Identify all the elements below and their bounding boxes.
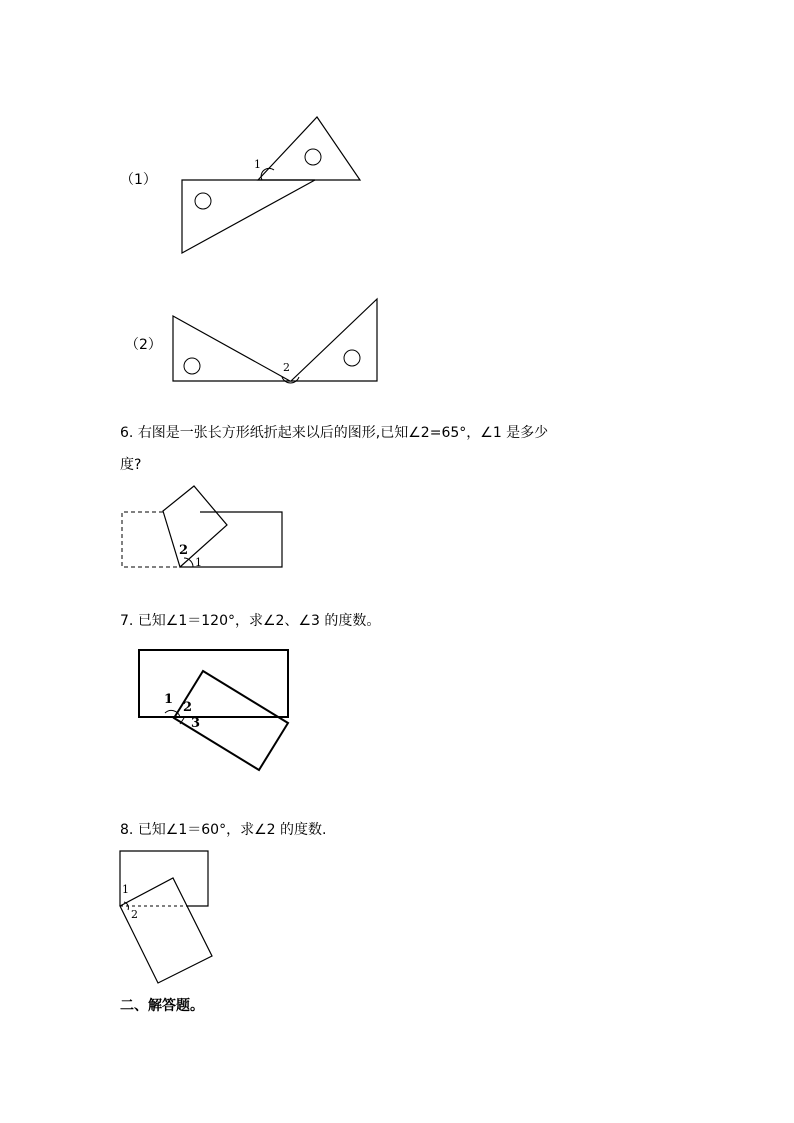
figure-2-angle-label: 2 bbox=[283, 361, 290, 374]
question-6-text: 右图是一张长方形纸折起来以后的图形,已知∠2=65°，∠1 是多少 bbox=[137, 425, 549, 441]
q8-angle-label-2: 2 bbox=[131, 908, 138, 921]
question-8-text: 已知∠1＝60°，求∠2 的度数. bbox=[137, 822, 327, 838]
question-6-number: 6. bbox=[120, 425, 134, 441]
figure-2-label: （2） bbox=[125, 337, 162, 353]
question-8-number: 8. bbox=[120, 822, 134, 838]
figure-1-label: （1） bbox=[120, 172, 157, 188]
q6-angle-label-2: 2 bbox=[179, 543, 189, 558]
figure-1-angle-label: 1 bbox=[254, 158, 261, 171]
q8-angle-label-1: 1 bbox=[122, 883, 129, 896]
q6-angle-label-1: 1 bbox=[195, 556, 202, 569]
q7-angle-label-3: 3 bbox=[191, 716, 201, 731]
q8-folded-flap bbox=[120, 878, 212, 983]
section-heading: 二、解答题。 bbox=[120, 998, 204, 1014]
question-7-number: 7. bbox=[120, 613, 134, 629]
q7-angle-label-1: 1 bbox=[164, 692, 174, 707]
q7-angle-label-2: 2 bbox=[183, 700, 193, 715]
question-6-line2: 度? bbox=[120, 457, 142, 473]
question-7-text: 已知∠1＝120°，求∠2、∠3 的度数。 bbox=[137, 613, 381, 629]
q8-rectangle-top bbox=[120, 851, 208, 906]
